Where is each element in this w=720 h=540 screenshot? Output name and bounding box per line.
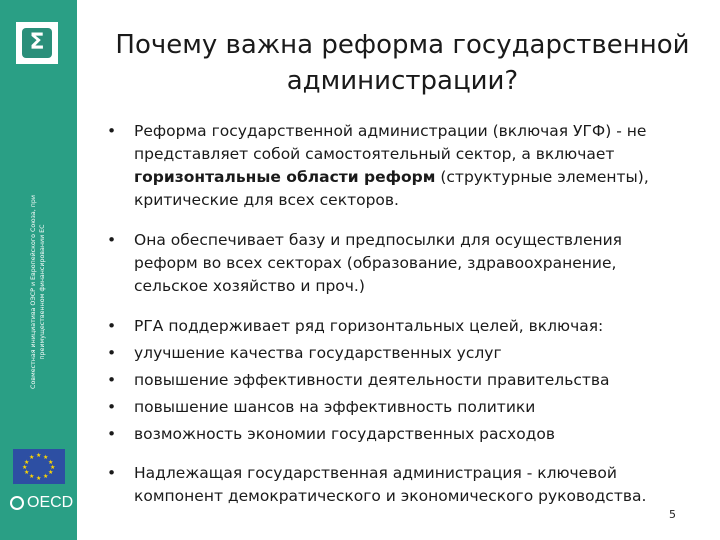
bullet-marker: • [107,398,117,416]
bullet-marker: • [107,344,117,362]
list-item-text: улучшение качества государственных услуг [134,344,502,362]
list-item-text: возможность экономии государственных расходов [134,425,556,443]
list-item-text: повышение шансов на эффективность политики [134,398,536,416]
bullet-text: Она обеспечивает базу и предпосылки для осуществления реформ во всех секторах (образование, здравоохранение, сельское хозяйство и проч.) [134,231,623,295]
bullet-text: Реформа государственной администрации (включая УГФ) - не представляет собой самостоятельный сектор, а включает [134,122,647,163]
bullet-text-continued: (структурные элементы), критические для всех секторов. [134,168,649,209]
bullet-marker: • [107,231,117,249]
oecd-logo [10,494,73,512]
bullet-item [107,120,687,212]
list-item [107,342,687,365]
bullet-marker: • [107,371,117,389]
bullet-list [107,120,687,508]
bullet-bold-text: горизонтальные области реформ [134,168,436,186]
bullet-marker: • [107,122,117,140]
page-number: 5 [669,508,676,521]
list-item [107,396,687,419]
slide-title-line-2: администрации? [286,66,519,96]
bullet-text: Надлежащая государственная администрация - ключевой компонент демократического и экономического руководства. [134,464,647,505]
slide-title-line-1: Почему важна реформа государственной [115,30,690,60]
sidebar-vertical-caption [29,195,47,389]
bullet-marker: • [107,317,117,335]
sidebar-caption-line-2: преимущественном финансировании ЕС [39,224,46,360]
bullet-item [107,462,687,508]
sidebar-caption-line-1: Совместная инициатива ОЭСР и Европейского Союза, при [30,195,37,389]
sigma-icon: Σ [22,28,52,58]
list-item [107,423,687,446]
oecd-mark-icon [10,496,24,510]
bullet-item [107,229,687,298]
list-item-text: РГА поддерживает ряд горизонтальных целей, включая: [134,317,604,335]
sigma-logo [16,22,58,64]
list-item [107,369,687,392]
bullet-marker: • [107,425,117,443]
sidebar [0,0,77,540]
eu-flag-icon: ★ ★ ★ ★ ★ ★ ★ ★ ★ ★ ★ ★ [13,449,65,484]
list-item-text: повышение эффективности деятельности правительства [134,371,610,389]
list-item [107,315,687,338]
slide-title [85,27,720,99]
oecd-label: OECD [27,494,74,511]
bullet-marker: • [107,464,117,482]
